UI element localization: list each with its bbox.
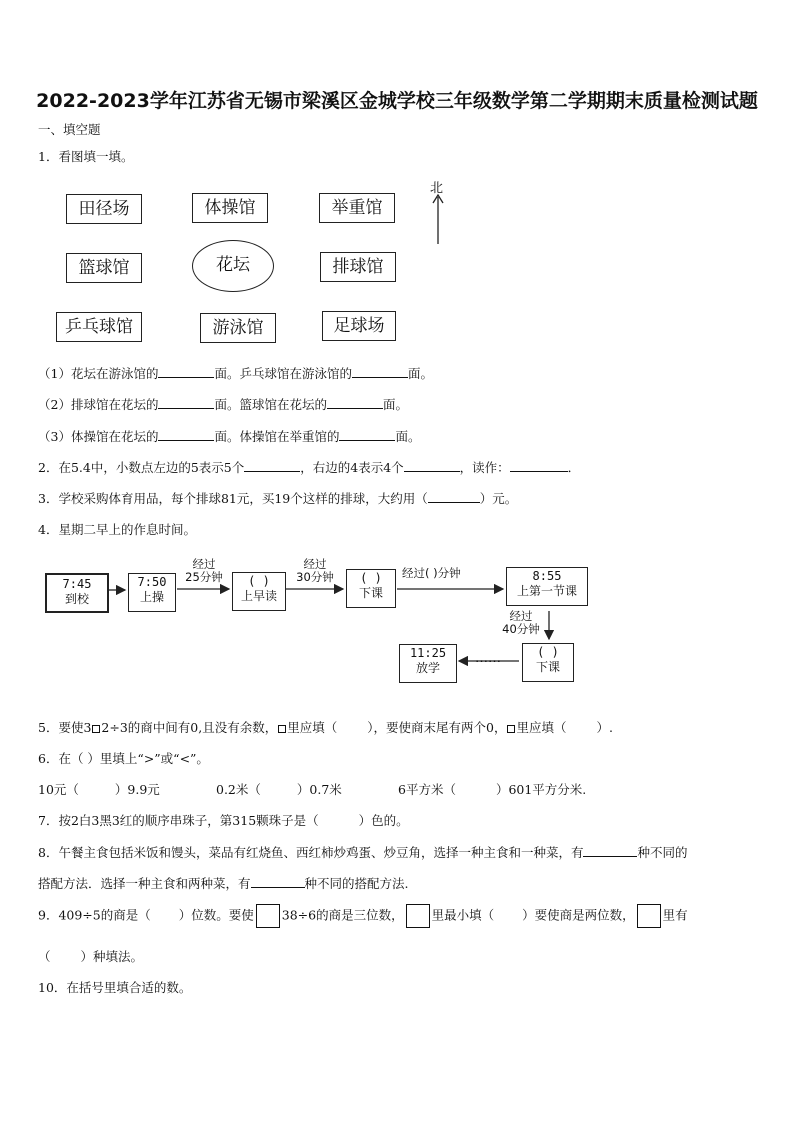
answer-blank[interactable] [566,720,596,732]
question-8-line-2: 搭配方法．选择一种主食和两种菜，有 种不同的搭配方法. [38,876,409,891]
arrow-label-40min: 经过 40分钟 [502,609,540,636]
question-1-sub-2: （2）排球馆在花坛的 面。篮球馆在花坛的 面。 [38,397,408,412]
schedule-dismiss-2: ( ) 下课 [522,643,574,682]
question-5: 5．要使3 2÷3的商中间有0,且没有余数， 里应填（ ），要使商末尾有两个0， 里应填（ ）. [38,720,613,735]
arrow-label-unknown: 经过( )分钟 [402,566,461,580]
answer-blank[interactable] [352,365,408,378]
answer-blank[interactable] [158,428,214,441]
answer-blank[interactable] [327,396,383,409]
answer-blank[interactable] [339,428,395,441]
question-2: 2．在5.4中，小数点左边的5表示5个 ，右边的4表示4个 ，读作： ． [38,460,581,475]
digit-box[interactable] [507,725,515,733]
schedule-morning-reading: ( ) 上早读 [232,572,286,611]
map-pingpong-hall: 乒乓球馆 [56,312,142,342]
question-8-line-1: 8．午餐主食包括米饭和馒头，菜品有红烧鱼、西红柿炒鸡蛋、炒豆角，选择一种主食和一种菜，有 种不同的 [38,845,688,860]
answer-blank[interactable] [510,459,568,472]
arrow-label-25min: 经过 25分钟 [185,557,223,584]
ellipsis-dots: …… [475,651,501,666]
answer-blank[interactable] [456,782,496,794]
schedule-arrive: 7:45 到校 [45,573,109,613]
schedule-arrows [0,550,794,690]
digit-box[interactable] [92,725,100,733]
map-volleyball-hall: 排球馆 [320,252,396,282]
map-basketball-hall: 篮球馆 [66,253,142,283]
page-title: 2022-2023学年江苏省无锡市梁溪区金城学校三年级数学第二学期期末质量检测试题 [36,90,758,112]
question-1-prompt: 1．看图填一填。 [38,149,134,164]
question-6-prompt: 6．在（ ）里填上“>”或“<”。 [38,751,209,766]
north-label: 北 [430,181,444,196]
answer-blank[interactable] [261,782,297,794]
map-track-field: 田径场 [66,194,142,224]
answer-blank[interactable] [319,813,359,825]
answer-blank[interactable] [583,844,637,857]
digit-box[interactable] [637,904,661,928]
question-7: 7．按2白3黑3红的顺序串珠子，第315颗珠子是（ ）色的。 [38,813,409,828]
answer-blank[interactable] [244,459,300,472]
digit-box[interactable] [406,904,430,928]
answer-blank[interactable] [404,459,460,472]
question-1-sub-3: （3）体操馆在花坛的 面。体操馆在举重馆的 面。 [38,429,421,444]
map-gymnastics-hall: 体操馆 [192,193,268,223]
question-9-line-2: （ ）种填法。 [38,949,144,964]
answer-blank[interactable] [337,720,367,732]
map-weightlifting-hall: 举重馆 [319,193,395,223]
map-football-field: 足球场 [322,311,396,341]
answer-blank[interactable] [51,949,81,961]
question-6-item-b: 0.2米（ ）0.7米 [216,782,342,797]
section-heading: 一、填空题 [38,122,101,137]
question-6-item-a: 10元（ ）9.9元 [38,782,160,797]
question-6-item-c: 6平方米（ ）601平方分米. [398,782,587,797]
answer-blank[interactable] [158,396,214,409]
north-arrow-icon [432,193,444,245]
schedule-first-class: 8:55 上第一节课 [506,567,588,606]
question-10-prompt: 10．在括号里填合适的数。 [38,980,192,995]
question-1-sub-1: （1）花坛在游泳馆的 面。乒乓球馆在游泳馆的 面。 [38,366,433,381]
answer-blank[interactable] [79,782,115,794]
answer-blank[interactable] [251,875,305,888]
map-flower-bed: 花坛 [192,240,274,292]
digit-box[interactable] [278,725,286,733]
arrow-label-30min: 经过 30分钟 [296,557,334,584]
schedule-leave-school: 11:25 放学 [399,644,457,683]
answer-blank[interactable] [151,908,179,920]
schedule-exercise: 7:50 上操 [128,573,176,612]
schedule-dismiss-1: ( ) 下课 [346,569,396,608]
question-9-line-1: 9．409÷5的商是（ ）位数。要使 38÷6的商是三位数， 里最小填（ ）要使商是两位数， 里有 [38,904,688,928]
digit-box[interactable] [256,904,280,928]
answer-blank[interactable] [158,365,214,378]
map-swimming-hall: 游泳馆 [200,313,276,343]
answer-blank[interactable] [494,908,522,920]
question-4-prompt: 4．星期二早上的作息时间。 [38,522,196,537]
answer-blank[interactable] [428,490,480,503]
question-3: 3．学校采购体育用品，每个排球81元，买19个这样的排球，大约用（ ）元。 [38,491,518,506]
